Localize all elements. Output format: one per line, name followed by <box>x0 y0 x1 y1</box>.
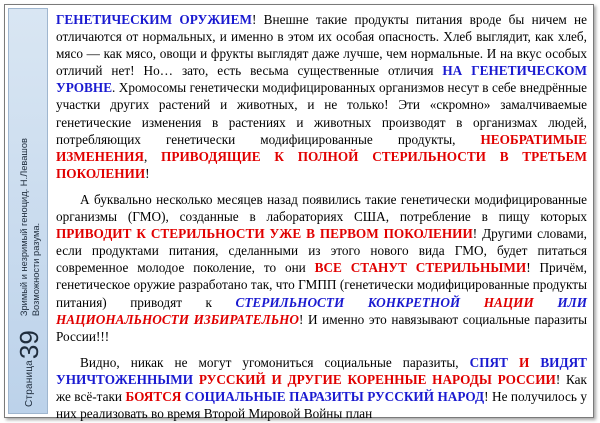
body-text: , <box>143 148 162 164</box>
body-text: Видно, никак не могут угомониться социальные паразиты, <box>80 354 470 370</box>
paragraph-3 <box>56 354 587 422</box>
emphasis-text: НЕОБРАТИМЫЕ ИЗМЕНЕНИЯ <box>56 131 587 164</box>
book-title-1: Зримый и незримый геноцид. Н.Левашов <box>19 138 29 317</box>
book-titles <box>16 138 42 316</box>
page-sidebar <box>8 8 48 414</box>
emphasis-text: ИЛИ <box>557 294 588 310</box>
emphasis-text: ВСЕ СТАНУТ СТЕРИЛЬНЫМИ <box>314 260 527 276</box>
emphasis-text: НАЦИИ <box>483 294 534 310</box>
body-text: . Хромосомы генетически модифицированных организмов несут в себе внедрённые участки других растений и животных, и не только! Эти «скромно» замалчиваемые генетические изменения в растениях и животных производят в организмах людей, потребляющих генетически модифицированные продукты, <box>56 80 587 147</box>
emphasis-text: СОЦИАЛЬНЫЕ ПАРАЗИТЫ РУССКИЙ НАРОД <box>184 388 485 404</box>
paragraph-1 <box>56 11 587 182</box>
body-text <box>529 355 540 370</box>
body-text <box>508 355 519 370</box>
emphasis-text: ВИДЯТ УНИЧТОЖЕННЫМИ <box>56 354 588 387</box>
body-text: ! Не получилось у них реализовать во время Второй Мировой Войны план <box>56 388 587 422</box>
emphasis-text: СПЯТ <box>469 354 508 370</box>
emphasis-text: НАЦИОНАЛЬНОСТИ ИЗБИРАТЕЛЬНО <box>56 311 299 327</box>
body-text: ! Другими словами, если продуктами питания, сделанными из этого нового вида ГМО, будет питаться современное молодое поколение, то они <box>56 226 587 276</box>
body-text: ! Как же всё-таки <box>56 371 587 404</box>
paragraph-2 <box>56 191 587 345</box>
body-text: ! Внешне такие продукты питания вроде бы ничем не отличаются от нормальных, и именно в этом их особая опасность. Хлеб выглядит, как хлеб, мясо — как мясо, овощи и фрукты выглядят даже лучше, чем нормальные. И на вкус особых отличий нет! Но… зато, есть весьма существенные отличия <box>56 12 587 79</box>
emphasis-text: ПРИВОДЯЩИЕ К ПОЛНОЙ СТЕРИЛЬНОСТИ В ТРЕТЬЕМ ПОКОЛЕНИИ <box>56 148 588 181</box>
page-content <box>56 11 587 422</box>
body-text <box>534 295 558 310</box>
emphasis-text: ПРИВОДИТ К СТЕРИЛЬНОСТИ УЖЕ В ПЕРВОМ ПОКОЛЕНИИ <box>56 226 473 242</box>
sidebar-rotated-text <box>9 9 49 415</box>
body-text: А буквально несколько месяцев назад появились такие генетически модифицированные организмы (ГМО), созданные в лабораториях США, потребление в пищу которых <box>56 191 587 225</box>
body-text <box>460 295 484 310</box>
emphasis-text: ГЕНЕТИЧЕСКИМ ОРУЖИЕМ <box>56 12 252 27</box>
body-text: ! И именно это навязывают социальные паразиты России!!! <box>56 311 587 344</box>
book-title-2: Возможности разума. <box>31 222 41 317</box>
body-text: ! Причём, генетическое оружие разработано так, что ГМПП (генетически модифицированные продукты питания) приводят к <box>56 260 587 310</box>
emphasis-text: РУССКИЙ И ДРУГИЕ КОРЕННЫЕ НАРОДЫ РОССИИ <box>198 371 556 387</box>
body-text: ! <box>145 165 150 181</box>
emphasis-text: НА ГЕНЕТИЧЕСКОМ УРОВНЕ <box>56 63 587 96</box>
page-number: 39 <box>14 330 44 360</box>
page-label: Страница <box>23 360 35 407</box>
emphasis-text: И <box>518 354 530 370</box>
emphasis-text: СТЕРИЛЬНОСТИ КОНКРЕТНОЙ <box>235 294 461 310</box>
emphasis-text: БОЯТСЯ <box>125 388 182 404</box>
